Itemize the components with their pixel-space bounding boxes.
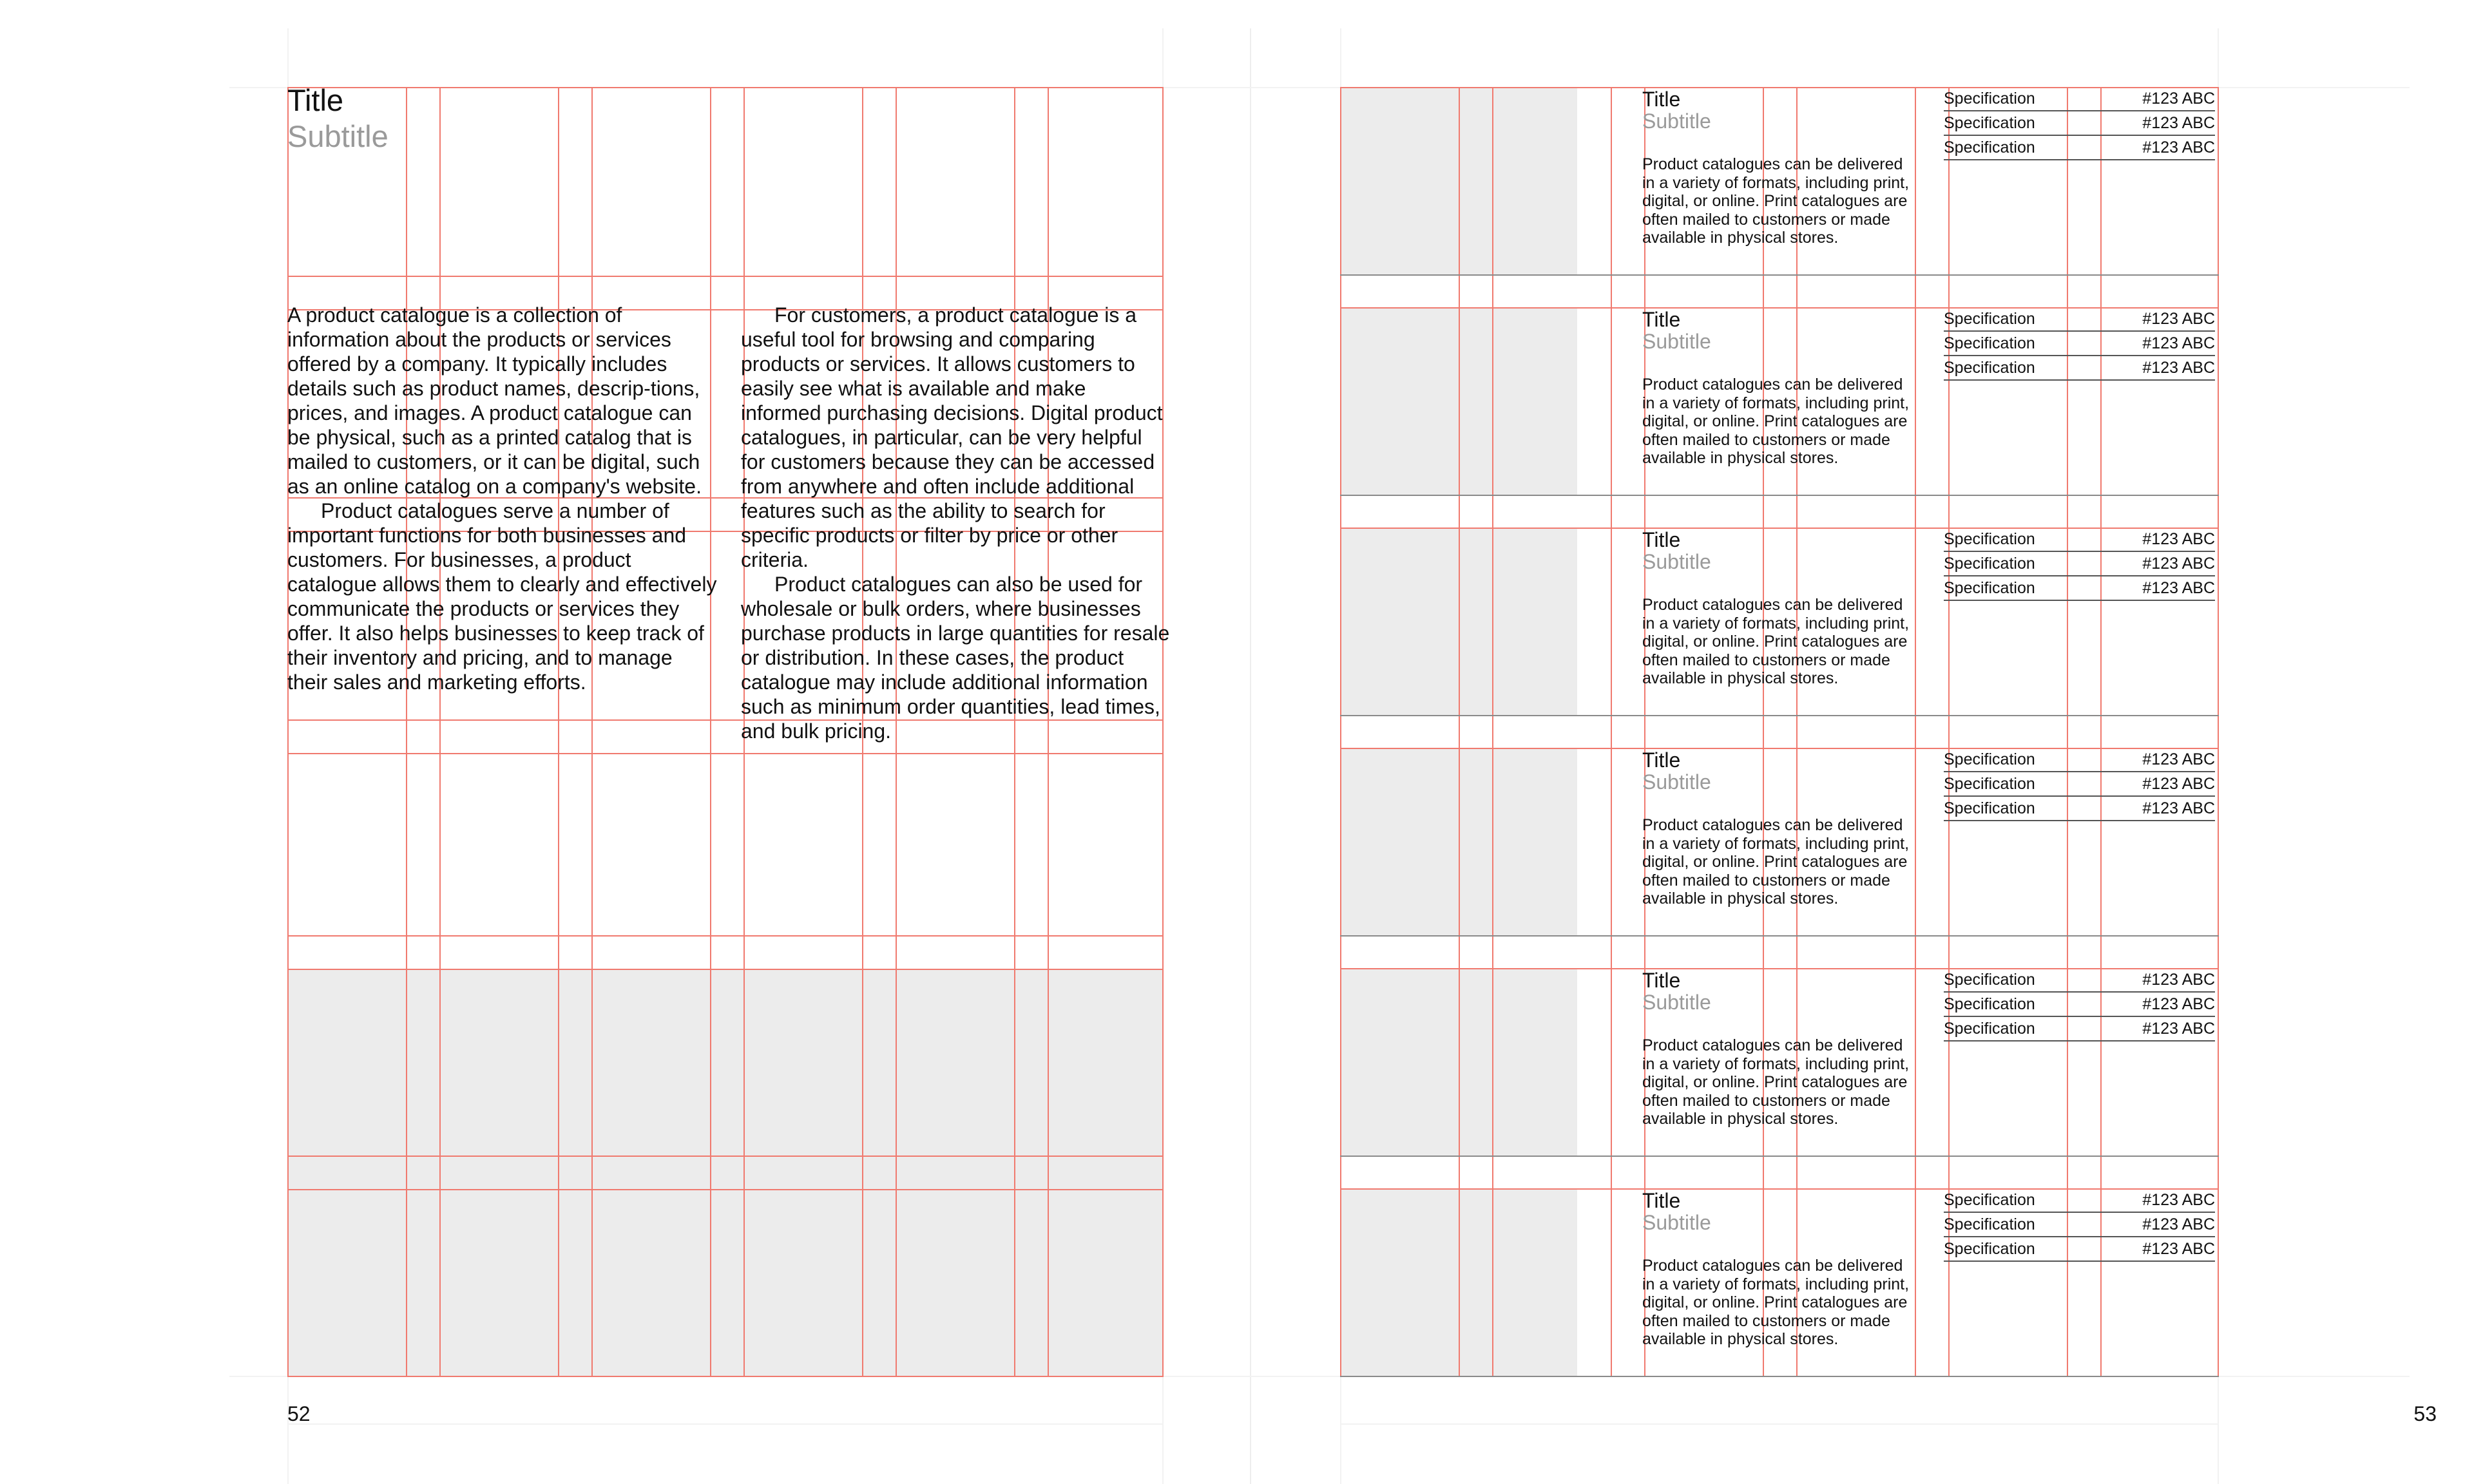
- spec-table: [1944, 87, 2215, 160]
- spec-value: #123 ABC: [2095, 1188, 2215, 1212]
- product-subtitle: Subtitle: [1642, 770, 1711, 794]
- spec-label: Specification: [1944, 1237, 2095, 1261]
- spec-row: [1944, 356, 2215, 380]
- margin-guide: [1340, 1423, 2218, 1425]
- spec-value: #123 ABC: [2095, 528, 2215, 551]
- spec-label: Specification: [1944, 748, 2095, 772]
- spec-value: #123 ABC: [2095, 992, 2215, 1016]
- spec-table: [1944, 968, 2215, 1042]
- spec-label: Specification: [1944, 1212, 2095, 1237]
- body-column-1: [287, 303, 718, 694]
- image-placeholder: [287, 969, 1162, 1376]
- grid-column-line: [406, 87, 407, 1377]
- product-description: Product catalogues can be delivered in a variety of formats, including print, digital, or online. Print catalogues are often mailed to customers or made available in physical stores.: [1642, 1257, 1910, 1348]
- product-row: [1250, 748, 2474, 967]
- grid-row-line: [287, 753, 1164, 754]
- body-paragraph: Product catalogues can also be used for wholesale or bulk orders, where businesses purchase products in large quantities for resale or distribution. In these cases, the product catalogue may include additional information such as minimum order quantities, lead times, and bulk pricing.: [741, 573, 1170, 743]
- grid-column-line: [558, 87, 559, 1377]
- product-title: Title: [1642, 88, 1681, 111]
- spec-table: [1944, 528, 2215, 601]
- spec-label: Specification: [1944, 576, 2095, 600]
- product-description: Product catalogues can be delivered in a variety of formats, including print, digital, or online. Print catalogues are often mailed to customers or made available in physical stores.: [1642, 816, 1910, 908]
- spec-row: [1944, 796, 2215, 821]
- spec-table: [1944, 748, 2215, 821]
- spec-value: #123 ABC: [2095, 968, 2215, 992]
- spec-value: #123 ABC: [2095, 1237, 2215, 1261]
- grid-row-line: [287, 87, 1164, 88]
- body-paragraph: For customers, a product catalogue is a useful tool for browsing and comparing products or services. It allows customers to easily see what is available and make informed purchasing decisions. Digital product catalogues, in particular, can be very helpful for customers because they can be accessed from anywhere and often include additional features such as the ability to search for specific products or filter by price or other criteria.: [741, 303, 1163, 571]
- spec-label: Specification: [1944, 307, 2095, 331]
- grid-row-line: [287, 935, 1164, 937]
- grid-column-line: [439, 87, 441, 1377]
- product-description: Product catalogues can be delivered in a variety of formats, including print, digital, or online. Print catalogues are often mailed to customers or made available in physical stores.: [1642, 376, 1910, 467]
- spec-row: [1944, 968, 2215, 992]
- grid-row-line: [287, 1156, 1164, 1157]
- spec-row: [1944, 992, 2215, 1016]
- spec-row: [1944, 1016, 2215, 1041]
- spec-row: [1944, 1212, 2215, 1237]
- spec-label: Specification: [1944, 1188, 2095, 1212]
- grid-row-line: [287, 1376, 1164, 1377]
- spec-label: Specification: [1944, 796, 2095, 821]
- product-subtitle: Subtitle: [1642, 1211, 1711, 1234]
- spec-value: #123 ABC: [2095, 331, 2215, 356]
- grid-column-line: [710, 87, 711, 1377]
- spec-row: [1944, 1237, 2215, 1261]
- spec-label: Specification: [1944, 331, 2095, 356]
- spec-row: [1944, 111, 2215, 135]
- spec-label: Specification: [1944, 968, 2095, 992]
- product-title: Title: [1642, 528, 1681, 551]
- page-title: Title: [287, 83, 344, 117]
- product-title: Title: [1642, 1189, 1681, 1212]
- spec-value: #123 ABC: [2095, 307, 2215, 331]
- product-title: Title: [1642, 748, 1681, 772]
- product-description: Product catalogues can be delivered in a variety of formats, including print, digital, or online. Print catalogues are often mailed to customers or made available in physical stores.: [1642, 596, 1910, 687]
- spec-value: #123 ABC: [2095, 111, 2215, 135]
- product-title: Title: [1642, 969, 1681, 992]
- product-row: [1250, 1188, 2474, 1407]
- page-subtitle: Subtitle: [287, 119, 388, 153]
- grid-row-line: [287, 969, 1164, 970]
- spec-row: [1944, 307, 2215, 331]
- spec-value: #123 ABC: [2095, 748, 2215, 772]
- spec-row: [1944, 1188, 2215, 1212]
- page-number-right: 53: [2413, 1402, 2437, 1425]
- spec-value: #123 ABC: [2095, 356, 2215, 380]
- spec-label: Specification: [1944, 772, 2095, 796]
- spec-table: [1944, 1188, 2215, 1262]
- spec-value: #123 ABC: [2095, 772, 2215, 796]
- grid-row-line: [287, 276, 1164, 277]
- spec-label: Specification: [1944, 87, 2095, 111]
- spec-value: #123 ABC: [2095, 1212, 2215, 1237]
- product-row: [1250, 528, 2474, 747]
- spec-table: [1944, 307, 2215, 381]
- spec-label: Specification: [1944, 135, 2095, 160]
- spec-value: #123 ABC: [2095, 135, 2215, 160]
- spec-value: #123 ABC: [2095, 576, 2215, 600]
- spec-row: [1944, 772, 2215, 796]
- spec-row: [1944, 135, 2215, 160]
- spec-label: Specification: [1944, 992, 2095, 1016]
- product-row: [1250, 87, 2474, 306]
- spec-row: [1944, 576, 2215, 600]
- spec-label: Specification: [1944, 528, 2095, 551]
- product-row: [1250, 307, 2474, 526]
- spec-row: [1944, 551, 2215, 576]
- product-row: [1250, 968, 2474, 1187]
- product-subtitle: Subtitle: [1642, 330, 1711, 353]
- right-page: [1250, 0, 2474, 1484]
- grid-row-line: [287, 1189, 1164, 1190]
- spec-label: Specification: [1944, 356, 2095, 380]
- product-subtitle: Subtitle: [1642, 550, 1711, 573]
- product-subtitle: Subtitle: [1642, 991, 1711, 1014]
- grid-column-line: [591, 87, 593, 1377]
- spec-value: #123 ABC: [2095, 551, 2215, 576]
- body-paragraph: A product catalogue is a collection of information about the products or services offered by a company. It typically includes details such as product names, descrip-tions, prices, and images. A product catalogue can be physical, such as a printed catalog that is mailed to customers, or it can be digital, such as an online catalog on a company's website.: [287, 303, 702, 498]
- spec-row: [1944, 331, 2215, 356]
- body-paragraph: Product catalogues serve a number of important functions for both businesses and customers. For businesses, a product catalogue allows them to clearly and effectively communicate the products or services they offer. It also helps businesses to keep track of their inventory and pricing, and to manage their sales and marketing efforts.: [287, 499, 717, 694]
- spec-label: Specification: [1944, 111, 2095, 135]
- product-title: Title: [1642, 308, 1681, 331]
- spec-label: Specification: [1944, 1016, 2095, 1041]
- spec-value: #123 ABC: [2095, 796, 2215, 821]
- grid-column-line: [287, 87, 289, 1377]
- spec-row: [1944, 528, 2215, 551]
- margin-guide: [287, 1423, 1162, 1425]
- spec-row: [1944, 87, 2215, 111]
- product-description: Product catalogues can be delivered in a variety of formats, including print, digital, or online. Print catalogues are often mailed to customers or made available in physical stores.: [1642, 1036, 1910, 1128]
- product-subtitle: Subtitle: [1642, 109, 1711, 133]
- spec-value: #123 ABC: [2095, 1016, 2215, 1041]
- spec-label: Specification: [1944, 551, 2095, 576]
- page-number-left: 52: [287, 1402, 311, 1425]
- spec-value: #123 ABC: [2095, 87, 2215, 111]
- body-column-2: [741, 303, 1171, 743]
- product-description: Product catalogues can be delivered in a variety of formats, including print, digital, or online. Print catalogues are often mailed to customers or made available in physical stores.: [1642, 155, 1910, 247]
- spec-row: [1944, 748, 2215, 772]
